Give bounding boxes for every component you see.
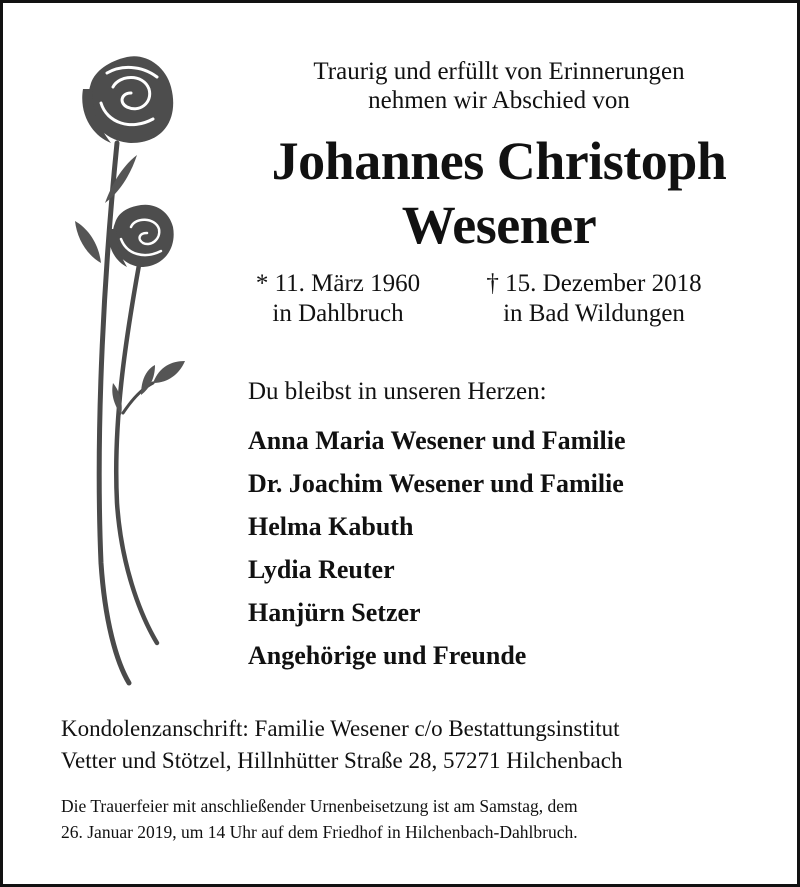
birth-info — [243, 269, 433, 329]
mourner-name: Helma Kabuth — [248, 512, 414, 541]
deceased-name — [229, 129, 769, 257]
death-date: † 15. Dezember 2018 — [486, 270, 702, 297]
mourner-name: Anna Maria Wesener und Familie — [248, 426, 626, 455]
service-line: 26. Januar 2019, um 14 Uhr auf dem Friedhof in Hilchenbach-Dahlbruch. — [61, 822, 578, 842]
condolence-line: Kondolenzanschrift: Familie Wesener c/o Bestattungsinstitut — [61, 716, 620, 741]
service-line: Die Trauerfeier mit anschließender Urnenbeisetzung ist am Samstag, dem — [61, 796, 578, 816]
birth-place: in Dahlbruch — [272, 300, 404, 327]
deceased-surname: Wesener — [401, 195, 597, 255]
death-info — [469, 269, 719, 329]
mourner-name: Angehörige und Freunde — [248, 641, 527, 670]
death-place: in Bad Wildungen — [503, 300, 685, 327]
mourner-name: Lydia Reuter — [248, 555, 395, 584]
deceased-first-names: Johannes Christoph — [271, 131, 727, 191]
intro-line: Traurig und erfüllt von Erinnerungen — [313, 58, 685, 85]
intro-text — [229, 57, 769, 115]
mourner-name: Dr. Joachim Wesener und Familie — [248, 469, 624, 498]
funeral-service-info — [61, 793, 761, 845]
intro-line: nehmen wir Abschied von — [368, 87, 630, 114]
condolence-line: Vetter und Stötzel, Hillnhütter Straße 28, 57271 Hilchenbach — [61, 748, 623, 773]
condolence-address — [61, 713, 761, 777]
mourner-name: Hanjürn Setzer — [248, 598, 421, 627]
mourners-list — [248, 377, 626, 677]
mourners-intro: Du bleibst in unseren Herzen: — [248, 378, 547, 405]
birth-date: * 11. März 1960 — [255, 270, 421, 297]
rose-icon — [61, 43, 201, 693]
